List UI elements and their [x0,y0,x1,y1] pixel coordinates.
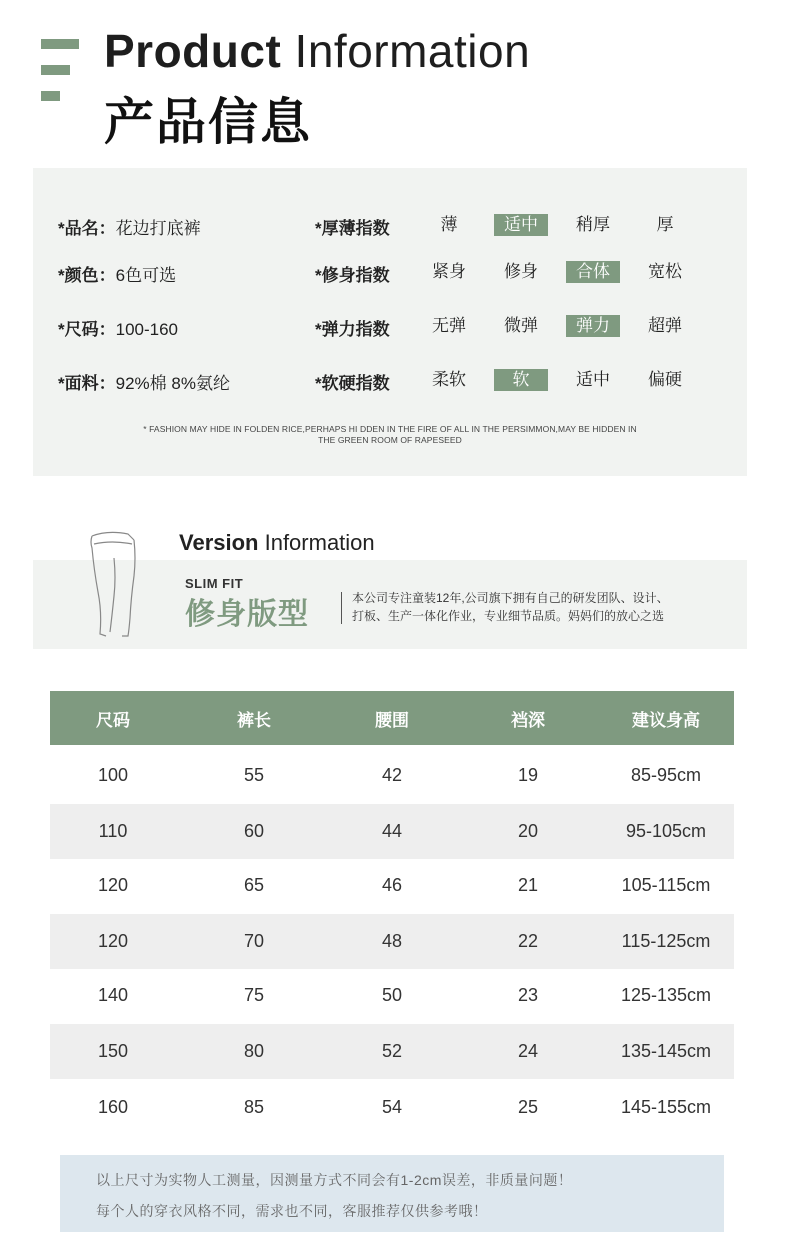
index-option: 宽松 [648,262,682,281]
attribute-label: *颜色： [58,266,116,285]
table-header-cell: 建议身高 [632,710,700,730]
table-row [50,969,734,1021]
fashion-note-line1: * FASHION MAY HIDE IN FOLDEN RICE,PERHAPS HI DDEN IN THE FIRE OF ALL IN THE PERSIMMON,MAY BE HIDDEN IN [143,424,637,434]
index-option-selected: 软 [494,369,548,391]
measurement-note-line1: 以上尺寸为实物人工测量，因测量方式不同会有1-2cm误差，非质量问题！ [96,1172,573,1188]
table-cell: 44 [381,821,403,841]
table-cell: 80 [243,1041,265,1061]
version-divider [341,592,342,624]
attribute-row [58,261,176,286]
header-logo-bars [41,39,79,101]
table-cell: 20 [517,821,539,841]
index-option: 厚 [656,215,674,234]
index-option: 稍厚 [576,215,610,234]
attribute-value: 100-160 [115,320,179,339]
table-cell: 100 [97,764,129,785]
index-option-selected: 弹力 [566,315,620,337]
attribute-value: 6色可选 [115,266,177,285]
attribute-row [58,369,230,394]
table-cell: 105-115cm [621,874,711,895]
version-description [352,589,669,625]
index-label: *软硬指数 [315,374,390,393]
index-option: 薄 [440,215,458,234]
size-table-header [50,691,734,745]
table-cell: 110 [98,821,128,841]
version-title [179,530,375,556]
index-option: 超弹 [648,316,682,335]
attribute-row [58,214,201,239]
table-cell: 23 [517,984,539,1005]
table-cell: 22 [517,931,539,951]
index-option: 紧身 [432,262,466,281]
index-option: 修身 [504,262,538,281]
version-desc-line1: 本公司专注童装12年,公司旗下拥有自己的研发团队、设计、 [352,591,669,605]
table-cell: 46 [381,874,403,895]
table-cell: 24 [517,1041,539,1061]
attribute-label: *尺码： [58,320,116,339]
table-cell: 60 [243,821,265,841]
measurement-note-line2: 每个人的穿衣风格不同，需求也不同，客服推荐仅供参考哦！ [96,1203,488,1219]
table-row [50,1024,734,1079]
title-en [104,24,530,78]
table-cell: 19 [517,764,539,785]
table-row [50,749,734,801]
table-cell: 120 [97,931,129,951]
attribute-value: 花边打底裤 [115,219,201,238]
table-cell: 70 [243,931,265,951]
table-cell: 145-155cm [620,1096,712,1117]
title-en-light: Information [281,25,531,77]
fashion-note-line2: THE GREEN ROOM OF RAPESEED [318,435,462,445]
table-cell: 85 [243,1096,265,1117]
table-row [50,859,734,911]
table-header-cell: 裤长 [237,710,271,730]
table-cell: 135-145cm [620,1041,712,1061]
attribute-value: 92%棉 8%氨纶 [115,374,230,393]
fit-label-zh: 修身版型 [185,598,309,631]
table-cell: 54 [381,1096,403,1117]
table-cell: 140 [97,984,129,1005]
table-cell: 48 [381,931,403,951]
table-row [50,1081,734,1133]
pants-icon [84,528,144,640]
index-label: *修身指数 [315,266,390,285]
index-option: 微弹 [504,316,538,335]
table-header-cell: 裆深 [511,710,545,730]
index-option: 适中 [576,370,610,389]
fashion-note [33,424,747,446]
fit-label-en: SLIM FIT [185,576,244,591]
attribute-label: *品名： [58,219,116,238]
table-header-cell: 腰围 [375,710,409,730]
table-cell: 50 [381,984,403,1005]
attribute-row [58,315,178,340]
version-title-bold: Version [179,530,259,555]
table-row [50,804,734,859]
table-cell: 52 [381,1041,403,1061]
table-cell: 125-135cm [620,984,712,1005]
index-option: 偏硬 [648,370,682,389]
table-cell: 120 [97,874,129,895]
table-cell: 42 [381,764,403,785]
table-cell: 21 [517,874,539,895]
index-option-selected: 合体 [566,261,620,283]
table-cell: 85-95cm [630,764,702,785]
table-cell: 115-125cm [621,931,711,951]
title-zh: 产品信息 [104,94,312,150]
attribute-label: *面料： [58,374,116,393]
index-label: *弹力指数 [315,320,390,339]
table-cell: 160 [97,1096,129,1117]
table-cell: 55 [243,764,265,785]
table-cell: 65 [243,874,265,895]
table-cell: 75 [243,984,265,1005]
index-option-selected: 适中 [494,214,548,236]
version-desc-line2: 打板、生产一体化作业，专业细节品质。妈妈们的放心之选 [352,609,665,623]
table-row [50,914,734,969]
index-option: 无弹 [432,316,466,335]
index-option: 柔软 [432,370,466,389]
table-cell: 150 [97,1041,129,1061]
table-cell: 25 [517,1096,539,1117]
version-title-light: Information [258,530,375,555]
title-en-bold: Product [104,25,282,77]
measurement-note [60,1155,724,1232]
table-header-cell: 尺码 [96,710,130,730]
table-cell: 95-105cm [625,821,707,841]
index-label: *厚薄指数 [315,219,390,238]
